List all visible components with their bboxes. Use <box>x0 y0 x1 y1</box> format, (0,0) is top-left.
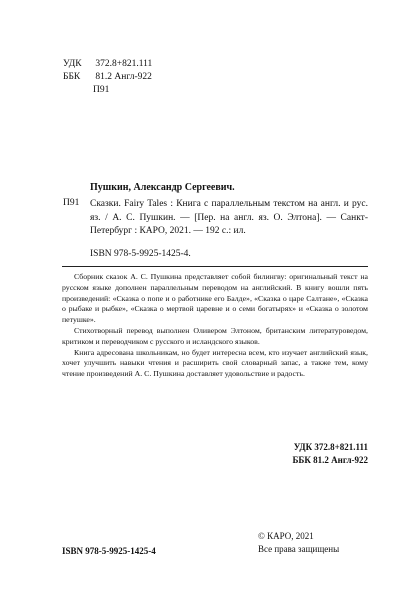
udk-label: УДК <box>63 59 82 69</box>
classification-footer <box>292 441 368 466</box>
udk-value: 372.8+821.111 <box>95 59 153 69</box>
copyright-block <box>258 530 339 556</box>
record-code: П91 <box>63 198 80 208</box>
annotation-paragraph-3: Книга адресована школьникам, но будет интересна всем, кто изучает английский язык, хочет улучшить навыки чтения и расширить свой словарный запас, а также тем, кому чтение произведений А. С. Пушкина доставляет удовольствие и радость. <box>62 347 368 379</box>
author-name: Пушкин, Александр Сергеевич. <box>90 182 235 193</box>
classification-header <box>63 58 152 97</box>
annotation-paragraph-2: Стихотворный перевод выполнен Оливером Элтоном, британским литературоведом, критиком и переводчиком с русского и исландского языков. <box>62 325 368 346</box>
udk-line <box>63 58 152 71</box>
bbk-line <box>63 71 152 84</box>
annotation-paragraph-1: Сборник сказок А. С. Пушкина представляет собой билингву: оригинальный текст на русском языке дополнен параллельным переводом на английский. В книгу вошли пять произведений: «Сказка о попе и о работнике его Балде», «Сказка о царе Салтане», «Сказка о рыбаке и рыбке», «Сказка о мертвой царевне и о семи богатырях» и «Сказка о золотом петушке». <box>62 272 368 325</box>
bbk-value: 81.2 Англ-922 <box>95 72 152 82</box>
isbn-footer: ISBN 978-5-9925-1425-4 <box>62 546 156 556</box>
divider <box>62 266 368 267</box>
bbk-label: ББК <box>63 72 81 82</box>
rights-reserved: Все права защищены <box>258 544 340 554</box>
author-code: П91 <box>93 85 110 95</box>
copyright: © КАРО, 2021 <box>258 531 314 541</box>
bibliographic-description: Сказки. Fairy Tales : Книга с параллельным текстом на англ. и рус. яз. / А. С. Пушкин. — [Пер. на англ. яз. О. Элтона]. — Санкт-Петербург : КАРО, 2021. — 192 с.: ил. <box>90 199 368 236</box>
record-isbn: ISBN 978-5-9925-1425-4. <box>90 249 191 259</box>
bbk-footer: ББК 81.2 Англ-922 <box>292 454 368 465</box>
annotation <box>62 272 368 380</box>
udk-footer: УДК 372.8+821.111 <box>293 442 368 452</box>
